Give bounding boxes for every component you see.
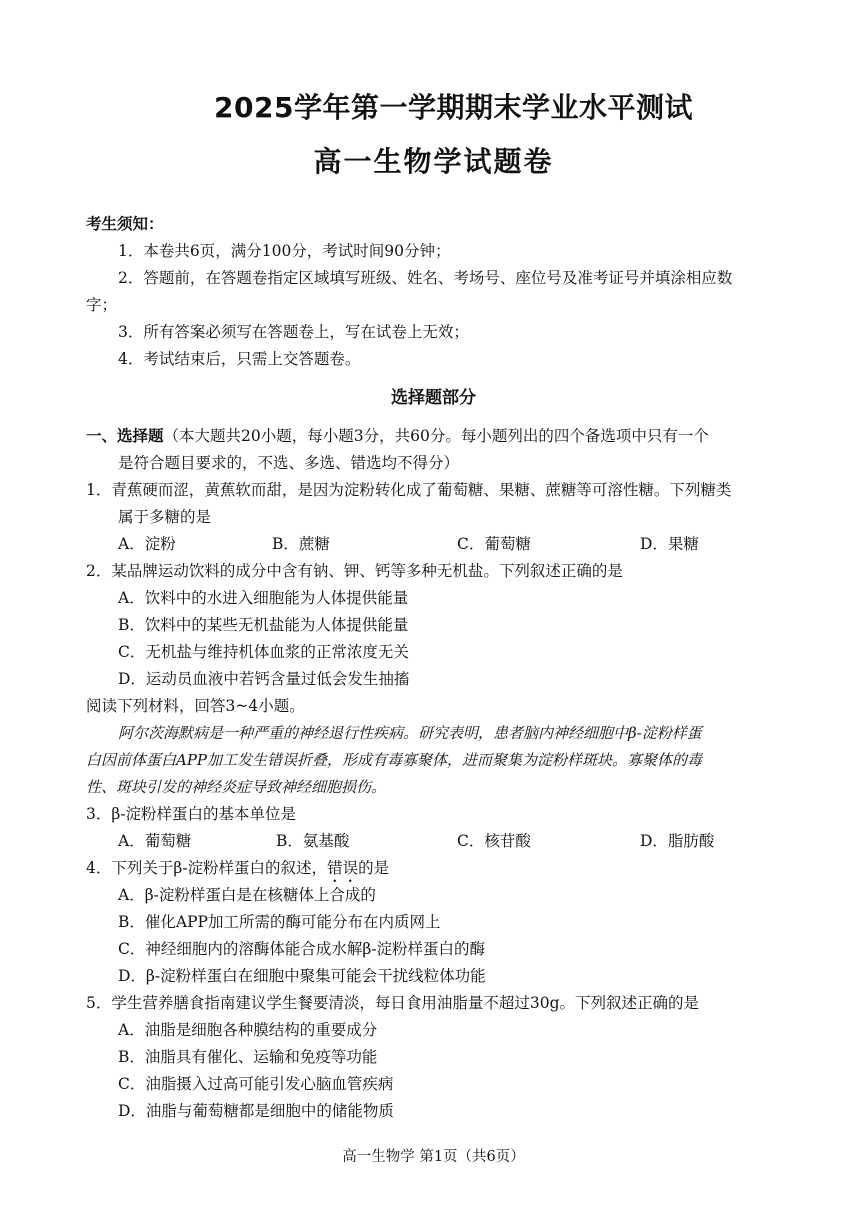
notice-heading: 考生须知： [86,215,164,233]
part1-label: 一、选择题 [86,427,164,445]
q4-option-c: C．神经细胞内的溶酶体能合成水解β-淀粉样蛋白的酶 [118,940,486,958]
part1-heading [86,426,709,446]
q3-stem: 3．β-淀粉样蛋白的基本单位是 [86,805,297,823]
q5-option-d: D．油脂与葡萄糖都是细胞中的储能物质 [118,1102,394,1120]
q4-option-d: D．β-淀粉样蛋白在细胞中聚集可能会干扰线粒体功能 [118,967,486,985]
page-footer: 高一生物学 第1页（共6页） [342,1149,525,1165]
section-title: 选择题部分 [391,388,476,408]
q1-stem: 1．青蕉硬而涩，黄蕉软而甜，是因为淀粉转化成了葡萄糖、果糖、蔗糖等可溶性糖。下列糖类 [86,481,732,499]
notice-item-2-cont: 字； [86,296,118,314]
part1-desc-2: 是符合题目要求的，不选、多选、错选均不得分） [118,454,460,472]
q3-option-a: A．葡萄糖 [118,832,192,850]
material-line-2: 白因前体蛋白APP加工发生错误折叠，形成有毒寡聚体，进而聚集为淀粉样斑块。寡聚体的毒 [86,751,703,769]
q2-option-d: D．运动员血液中若钙含量过低会发生抽搐 [118,670,410,688]
q2-option-b: B．饮料中的某些无机盐能为人体提供能量 [118,616,409,634]
q5-option-a: A．油脂是细胞各种膜结构的重要成分 [118,1021,378,1039]
q1-stem-2: 属于多糖的是 [118,508,212,526]
exam-subtitle: 高一生物学试题卷 [313,145,554,178]
q1-option-a: A．淀粉 [118,535,176,553]
q1-option-b: B．蔗糖 [272,535,330,553]
exam-title: 2025学年第一学期期末学业水平测试 [214,91,693,124]
material-intro: 阅读下列材料，回答3~4小题。 [86,697,305,715]
q3-option-c: C．核苷酸 [457,832,531,850]
q3-option-b: B．氨基酸 [276,832,350,850]
part1-desc: （本大题共20小题，每小题3分，共60分。每小题列出的四个备选项中只有一个 [163,427,709,445]
q3-option-d: D．脂肪酸 [640,832,715,850]
q5-stem: 5．学生营养膳食指南建议学生餐要清淡，每日食用油脂量不超过30g。下列叙述正确的是 [86,994,700,1012]
notice-item-3: 3．所有答案必须写在答题卷上，写在试卷上无效； [118,323,469,341]
material-line-3: 性、斑块引发的神经炎症导致神经细胞损伤。 [86,778,387,796]
q2-option-c: C．无机盐与维持机体血浆的正常浓度无关 [118,643,409,661]
q4-stem [86,858,389,886]
q4-option-b: B．催化APP加工所需的酶可能分布在内质网上 [118,913,441,931]
q5-option-b: B．油脂具有催化、运输和免疫等功能 [118,1048,378,1066]
q2-option-a: A．饮料中的水进入细胞能为人体提供能量 [118,589,409,607]
q1-option-d: D．果糖 [640,535,699,553]
notice-item-1: 1．本卷共6页，满分100分，考试时间90分钟； [118,242,451,260]
q4-option-a: A．β-淀粉样蛋白是在核糖体上合成的 [118,886,376,904]
q5-option-c: C．油脂摄入过高可能引发心脑血管疾病 [118,1075,394,1093]
q4-emphasis: 错误 [327,859,359,877]
q4-stem-a: 4．下列关于β-淀粉样蛋白的叙述， [86,859,328,877]
q2-stem: 2．某品牌运动饮料的成分中含有钠、钾、钙等多种无机盐。下列叙述正确的是 [86,562,623,580]
notice-item-2: 2．答题前，在答题卷指定区域填写班级、姓名、考场号、座位号及准考证号并填涂相应数 [118,269,733,287]
q4-stem-c: 的是 [358,859,390,877]
material-line-1: 阿尔茨海默病是一种严重的神经退行性疾病。研究表明，患者脑内神经细胞中β-淀粉样蛋 [118,724,702,742]
q1-option-c: C．葡萄糖 [457,535,531,553]
notice-item-4: 4．考试结束后，只需上交答题卷。 [118,350,361,368]
